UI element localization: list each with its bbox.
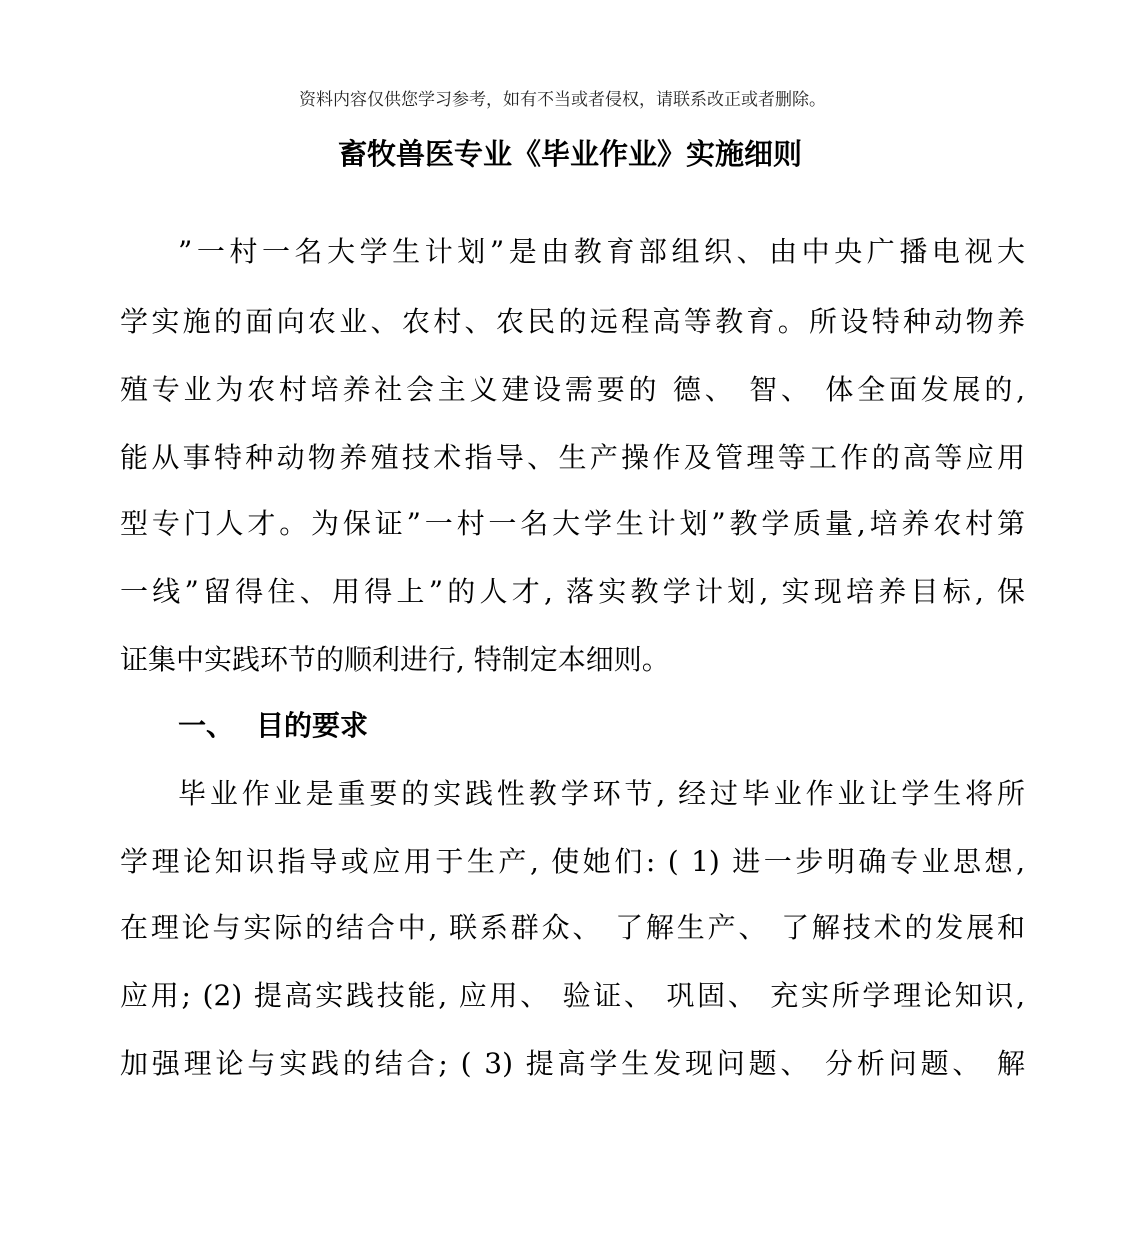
paragraph-1-line-3: 殖专业为农村培养社会主义建设需要的 德、 智、 体全面发展的, [120, 373, 1025, 406]
paragraph-2-line-1: 毕业作业是重要的实践性教学环节, 经过毕业作业让学生将所 [178, 777, 1025, 810]
section-1-number: 一、 [178, 709, 235, 742]
paragraph-1-line-4: 能从事特种动物养殖技术指导、生产操作及管理等工作的高等应用 [120, 441, 1025, 474]
paragraph-1-line-7: 证集中实践环节的顺利进行, 特制定本细则。 [120, 643, 670, 676]
paragraph-2-line-3: 在理论与实际的结合中, 联系群众、 了解生产、 了解技术的发展和 [120, 911, 1025, 944]
paragraph-1-line-2: 学实施的面向农业、农村、农民的远程高等教育。所设特种动物养 [120, 305, 1025, 338]
header-note: 资料内容仅供您学习参考，如有不当或者侵权，请联系改正或者删除。 [299, 90, 826, 110]
section-1-heading [178, 706, 368, 746]
paragraph-1-line-6: 一线”留得住、用得上”的人才, 落实教学计划, 实现培养目标, 保 [120, 575, 1025, 608]
paragraph-2-line-4: 应用; (2) 提高实践技能, 应用、 验证、 巩固、 充实所学理论知识, [120, 979, 1025, 1012]
document-title: 畜牧兽医专业《毕业作业》实施细则 [337, 137, 802, 171]
paragraph-2-line-2: 学理论知识指导或应用于生产, 使她们: ( 1) 进一步明确专业思想, [120, 845, 1025, 878]
paragraph-1-line-5: 型专门人才。为保证”一村一名大学生计划”教学质量,培养农村第 [120, 507, 1025, 540]
paragraph-1-line-1: ”一村一名大学生计划”是由教育部组织、由中央广播电视大 [178, 235, 1025, 268]
section-1-title: 目的要求 [256, 709, 369, 742]
paragraph-2-line-5: 加强理论与实践的结合; ( 3) 提高学生发现问题、 分析问题、 解 [120, 1047, 1025, 1080]
